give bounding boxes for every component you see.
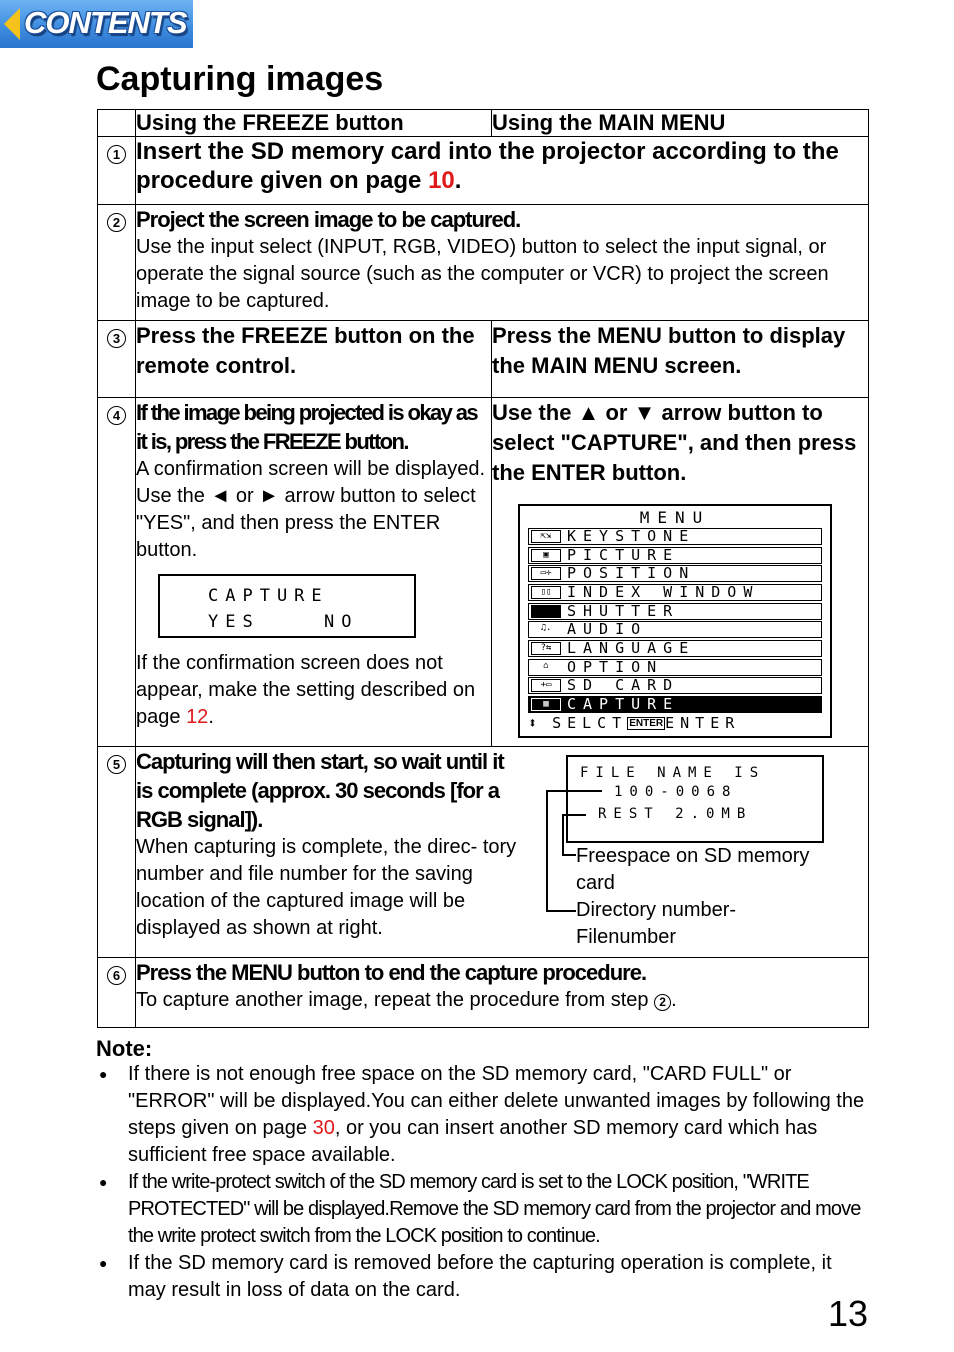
note-item: ● If the write-protect switch of the SD memory card is set to the LOCK position, "WRITE PROTECTED" will be displayed.Remove the SD memory card from the projector and move the write protect switch from the LOCK position to continue. xyxy=(96,1169,866,1250)
step-5-heading: Capturing will then start, so wait until it is complete (approx. 30 seconds [for a RGB signal]). xyxy=(136,749,504,832)
confirm-yes: YES xyxy=(208,612,260,632)
contents-label: CONTENTS xyxy=(24,5,187,40)
step-number: 4 xyxy=(107,406,126,425)
main-menu-screen xyxy=(518,504,832,738)
page-link[interactable]: 10 xyxy=(428,167,455,194)
col-header-freeze: Using the FREEZE button xyxy=(136,110,492,137)
back-arrow-icon xyxy=(4,8,20,40)
menu-item-picture: ▣ PICTURE xyxy=(528,547,822,564)
up-down-arrow-icon: ⬍ xyxy=(528,714,538,732)
steps-table xyxy=(97,109,869,1028)
step-number: 3 xyxy=(107,329,126,348)
table-header-row xyxy=(98,110,869,137)
callout-directory: Directory number- Filenumber xyxy=(576,899,737,948)
index-window-icon: ▯▯ xyxy=(531,586,561,599)
step-3-row xyxy=(98,321,869,398)
shutter-icon xyxy=(531,605,561,618)
confirm-no: NO xyxy=(324,612,359,632)
audio-icon: ♫. xyxy=(540,623,552,633)
step-5-row xyxy=(98,747,869,958)
step-number: 2 xyxy=(107,213,126,232)
menu-item-audio: ♫. AUDIO xyxy=(528,621,822,638)
note-title: Note: xyxy=(96,1036,153,1061)
step-6-row xyxy=(98,958,869,1028)
step-2-row xyxy=(98,205,869,321)
menu-footer: ⬍ SELCT ENTER ENTER xyxy=(528,714,741,732)
menu-item-capture: ▦ CAPTURE xyxy=(528,696,822,713)
leader-line xyxy=(546,790,602,792)
menu-item-keystone: ⇱⇲ KEYSTONE xyxy=(528,528,822,545)
step-1-row xyxy=(98,137,869,205)
step-3-menu-text: Press the MENU button to display the MAIN MENU screen. xyxy=(492,323,846,378)
step-ref: 2 xyxy=(654,994,671,1011)
language-icon: ?⇆ xyxy=(531,642,561,655)
file-name-screen: FILE NAME IS 100-0068 REST 2.0MB xyxy=(566,755,824,843)
option-icon: ⌂ xyxy=(543,661,549,671)
confirm-title: CAPTURE xyxy=(208,586,329,606)
sd-card-icon: +▭ xyxy=(531,679,561,692)
menu-item-shutter: SHUTTER xyxy=(528,603,822,620)
step-1-text: Insert the SD memory card into the projector according to the procedure given on page 10. xyxy=(136,138,839,194)
enter-key-icon: ENTER xyxy=(629,718,664,729)
step-4-freeze-note: If the confirmation screen does not appear, make the setting described on page 12. xyxy=(136,652,476,728)
step-5-body: When capturing is complete, the direc- tory number and file number for the saving location of the captured image will be displayed as shown at right. xyxy=(136,836,517,939)
step-3-freeze-text: Press the FREEZE button on the remote control. xyxy=(136,323,475,378)
step-4-row xyxy=(98,398,869,747)
capture-confirm-screen xyxy=(158,574,416,638)
step-number: 5 xyxy=(107,755,126,774)
step-2-heading: Project the screen image to be captured. xyxy=(136,207,521,232)
contents-button[interactable] xyxy=(0,0,193,48)
keystone-icon: ⇱⇲ xyxy=(531,530,561,543)
position-icon: ▭✛ xyxy=(531,567,561,580)
capture-icon: ▦ xyxy=(531,698,561,711)
step-4-freeze-heading: If the image being projected is okay as it is, press the FREEZE button. xyxy=(136,400,478,454)
notes-list xyxy=(96,1061,866,1304)
note-item: ● If the SD memory card is removed before the capturing operation is complete, it may result in loss of data on the card. xyxy=(96,1250,866,1304)
step-4-menu-text: Use the ▲ or ▼ arrow button to select "CAPTURE", and then press the ENTER button. xyxy=(492,400,857,485)
page-link[interactable]: 30 xyxy=(312,1117,335,1139)
header-empty-cell xyxy=(98,110,136,137)
step-6-heading: Press the MENU button to end the capture procedure. xyxy=(136,960,647,985)
menu-item-index-window: ▯▯ INDEX WINDOW xyxy=(528,584,822,601)
menu-item-sd-card: +▭ SD CARD xyxy=(528,677,822,694)
step-4-freeze-body: A confirmation screen will be displayed. Use the ◄ or ► arrow button to select "YES", and then press the ENTER button. xyxy=(136,458,486,561)
leader-line xyxy=(562,814,586,816)
menu-item-option: ⌂ OPTION xyxy=(528,659,822,676)
callout-freespace: Freespace on SD memory card xyxy=(576,845,810,894)
page-link[interactable]: 12 xyxy=(186,706,209,728)
picture-icon: ▣ xyxy=(531,549,561,562)
step-2-body: Use the input select (INPUT, RGB, VIDEO) button to select the input signal, or operate the signal source (such as the computer or VCR) to project the screen image to be captured. xyxy=(136,236,829,312)
page-number: 13 xyxy=(827,1293,868,1334)
step-6-body: To capture another image, repeat the procedure from step 2 . xyxy=(136,989,677,1011)
step-number: 6 xyxy=(107,966,126,985)
col-header-main-menu: Using the MAIN MENU xyxy=(492,110,869,137)
menu-title: MENU xyxy=(639,508,711,527)
step-number: 1 xyxy=(107,145,126,164)
note-item: ● If there is not enough free space on the SD memory card, "CARD FULL" or "ERROR" will be displayed.You can either delete unwanted images by following the steps given on page 30, or you can insert another SD memory card which has sufficient free space available. xyxy=(96,1061,866,1169)
menu-item-position: ▭✛ POSITION xyxy=(528,565,822,582)
page-title: Capturing images xyxy=(96,60,384,98)
menu-item-language: ?⇆ LANGUAGE xyxy=(528,640,822,657)
